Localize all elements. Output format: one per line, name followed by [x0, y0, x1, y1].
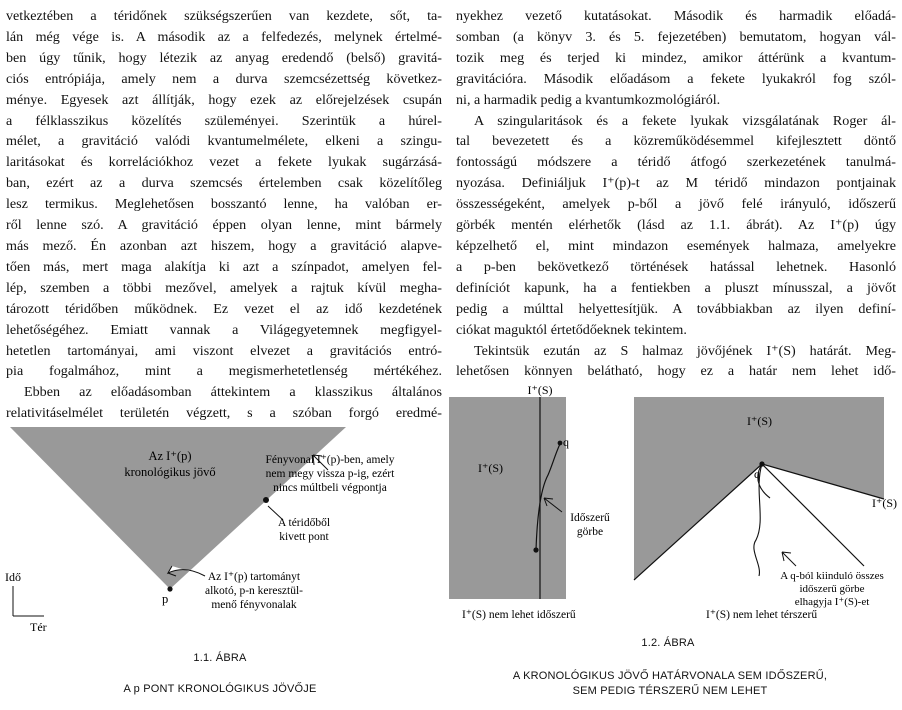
text-line: lehetőségéhez. Emiatt vannak a Világegyetemnek megfigyel- — [6, 321, 442, 338]
left-top-label: I⁺(S) — [527, 383, 553, 397]
text-line: vetkeztében a téridőnek szükségszerűen van kezdete, sőt, ta- — [6, 8, 442, 24]
space-axis-label: Tér — [30, 620, 47, 634]
left-point-q-label: q — [563, 435, 569, 449]
figure-1-1-caption-title: A p PONT KRONOLÓGIKUS JÖVŐJE — [123, 683, 317, 695]
right-point-q-label: q — [754, 467, 760, 481]
right-paragraph-1 — [456, 6, 896, 111]
text-line: ről lenne szó. A gravitáció éppen olyan lenne, mint bármely — [6, 217, 442, 234]
left-text-column — [6, 6, 442, 424]
text-line: ciókat maguktól értetődőeknek tekintem. — [456, 321, 687, 338]
right-bottom-label: I⁺(S) nem lehet térszerű — [706, 609, 818, 621]
time-axis-label: Idő — [5, 570, 21, 584]
timelike-note-1: Időszerű — [570, 512, 610, 524]
leaving-curves-arrow-icon — [782, 552, 796, 566]
lightline-note-1: Fényvonal I⁺(p)-ben, amely — [265, 454, 395, 466]
point-p-label: p — [162, 592, 169, 606]
text-line: ciós entrópiája, amely nem a durva szemcsézettség következ- — [6, 70, 442, 87]
right-paragraph-3 — [456, 341, 896, 383]
left-paragraph-1 — [6, 6, 442, 382]
timelike-note-2: görbe — [576, 526, 604, 538]
left-bottom-label: I⁺(S) nem lehet időszerű — [462, 609, 576, 621]
right-paragraph-2 — [456, 111, 896, 341]
figure-1-2-caption-title-1: A KRONOLÓGIKUS JÖVŐ HATÁRVONALA SEM IDŐSZERŰ, — [512, 670, 828, 682]
text-line: mélet, a gravitáció valódi kvantumelmélete, elkeni a szingu- — [6, 133, 442, 150]
text-line: laritásokat és korrelációkhoz vezet a fekete lyukak sugárzásá- — [6, 154, 442, 171]
text-line: tározott téridőben működnek. Ez vezet el az idő kezdetének — [6, 300, 442, 317]
right-region-label: I⁺(S) — [747, 414, 772, 428]
removed-point-note-1: A téridőből — [277, 517, 331, 529]
text-line: a félklasszikus közelítés szüleményei. Szerintük a húrel- — [6, 112, 442, 129]
curve-start-point — [533, 547, 538, 552]
text-line: a p-ben bekövetkező történések hatással lehetnek. Hasonló — [456, 258, 896, 275]
text-line: lehetősen könnyen belátható, hogy ez a határ nem lehet idő- — [456, 363, 896, 380]
lightline-note-2: nem megy vissza p-ig, ezért — [265, 468, 395, 480]
right-note-3: elhagyja I⁺(S)-et — [794, 596, 870, 608]
text-line: képzelhető el, mint mindazon események halmaza, amelyekre — [456, 237, 896, 254]
text-line: A szingularitások és a fekete lyukak vizsgálatának Roger ál- — [474, 112, 896, 129]
lightline-note-3: nincs múltbeli végpontja — [273, 482, 387, 494]
removed-point-note-2: kivett pont — [279, 531, 329, 543]
figure-1-1 — [0, 400, 440, 660]
text-line: pia fogalmához, mint a megismerhetetlenség mértékéhez. — [6, 363, 442, 380]
text-line: Tekintsük ezután az S halmaz jövőjének I⁺(S) határát. Meg- — [474, 342, 896, 359]
figure-1-1-caption-number: 1.1. ÁBRA — [193, 652, 247, 664]
left-region-label: I⁺(S) — [478, 461, 503, 475]
text-line: definíciót kapunk, ha a fentiekben a pluszt mínusszal, a jövőt — [456, 279, 896, 296]
text-line: Ebben az előadásomban áttekintem a klasszikus általános — [24, 384, 442, 401]
text-line: tően más, mert maga alakítja ki azt a színpadot, amelyen fel- — [6, 258, 442, 275]
region-label-2: kronológikus jövő — [124, 465, 216, 479]
region-label-1: Az I⁺(p) — [148, 449, 192, 463]
text-line: relativitáselmélet területén végzett, s a szóban forgó eredmé- — [6, 405, 442, 422]
text-line: ben úgy tűnik, hogy létezik az anyag eredendő (belső) gravitá- — [6, 49, 442, 66]
boundary-note-2: alkotó, p-n keresztül- — [204, 585, 304, 597]
figure-1-2-caption-title-2: SEM PEDIG TÉRSZERŰ NEM LEHET — [572, 685, 768, 697]
text-line: tal bevezetett és a közreműködésemmel kifejlesztett döntő — [456, 133, 896, 150]
figure-1-2 — [444, 380, 902, 640]
text-line: fontosságú módszere a téridő átfogó szerkezetének tanulmá- — [456, 154, 896, 171]
boundary-note-1: Az I⁺(p) tartományt — [207, 571, 301, 583]
point-p — [167, 586, 172, 591]
text-line: más mező. Én azonban azt hiszem, hogy a gravitáció alapve- — [6, 237, 442, 254]
text-line: ban, ezért az a durva szemcsés értelemben csak közelítőleg — [6, 175, 442, 192]
text-line: pedig a múlttal helyettesítjük. A továbbiakban az ilyen definí- — [456, 300, 896, 317]
text-line: somban (a könyv 3. és 5. fejezetében) bemutatom, hogyan vál- — [456, 28, 896, 45]
text-line: nyekhez vezető kutatásokat. Második és harmadik előadá- — [456, 8, 896, 24]
text-line: ni, a harmadik pedig a kvantumkozmológiáról. — [456, 91, 721, 108]
text-line: görbék mentén elérhetők (lásd az 1.1. ábrát). Az I⁺(p) úgy — [456, 217, 896, 234]
text-line: hetetlen tartományai, ami viszont elvezet a gravitációs entró- — [6, 342, 442, 359]
text-line: lán még vége is. A második az a felfedezés, melynek értelmé- — [6, 28, 442, 45]
right-text-column — [456, 6, 896, 382]
text-line: ménye. Egyesek azt állítják, hogy ezek az előrejelzések csupán — [6, 91, 442, 108]
right-side-label: I⁺(S) — [872, 496, 897, 510]
text-line: lép, szemben a többi mezővel, amelyek a rajtuk kívül megha- — [6, 279, 442, 296]
text-line: összességeként, amelyek p-ből a jövő felé irányuló, időszerű — [456, 196, 896, 213]
point-q-left — [558, 441, 563, 446]
right-note-1: A q-ból kiinduló összes — [780, 570, 884, 582]
text-line: tozik meg és terjed ki mindez, amikor áttérünk a kvantum- — [456, 49, 896, 66]
text-line: lesz termikus. Meglehetősen bosszantó lenne, ha valóban er- — [6, 196, 442, 213]
right-note-2: időszerű görbe — [799, 583, 865, 595]
text-line: gravitációra. Második előadásom a fekete lyukakról fog szól- — [456, 70, 896, 87]
text-line: nyozása. Definiáljuk I⁺(p)-t az M téridő mindazon pontjainak — [456, 175, 896, 192]
figure-1-2-caption-number: 1.2. ÁBRA — [641, 637, 695, 649]
removed-point — [263, 497, 269, 503]
boundary-note-3: menő fényvonalak — [211, 599, 297, 611]
